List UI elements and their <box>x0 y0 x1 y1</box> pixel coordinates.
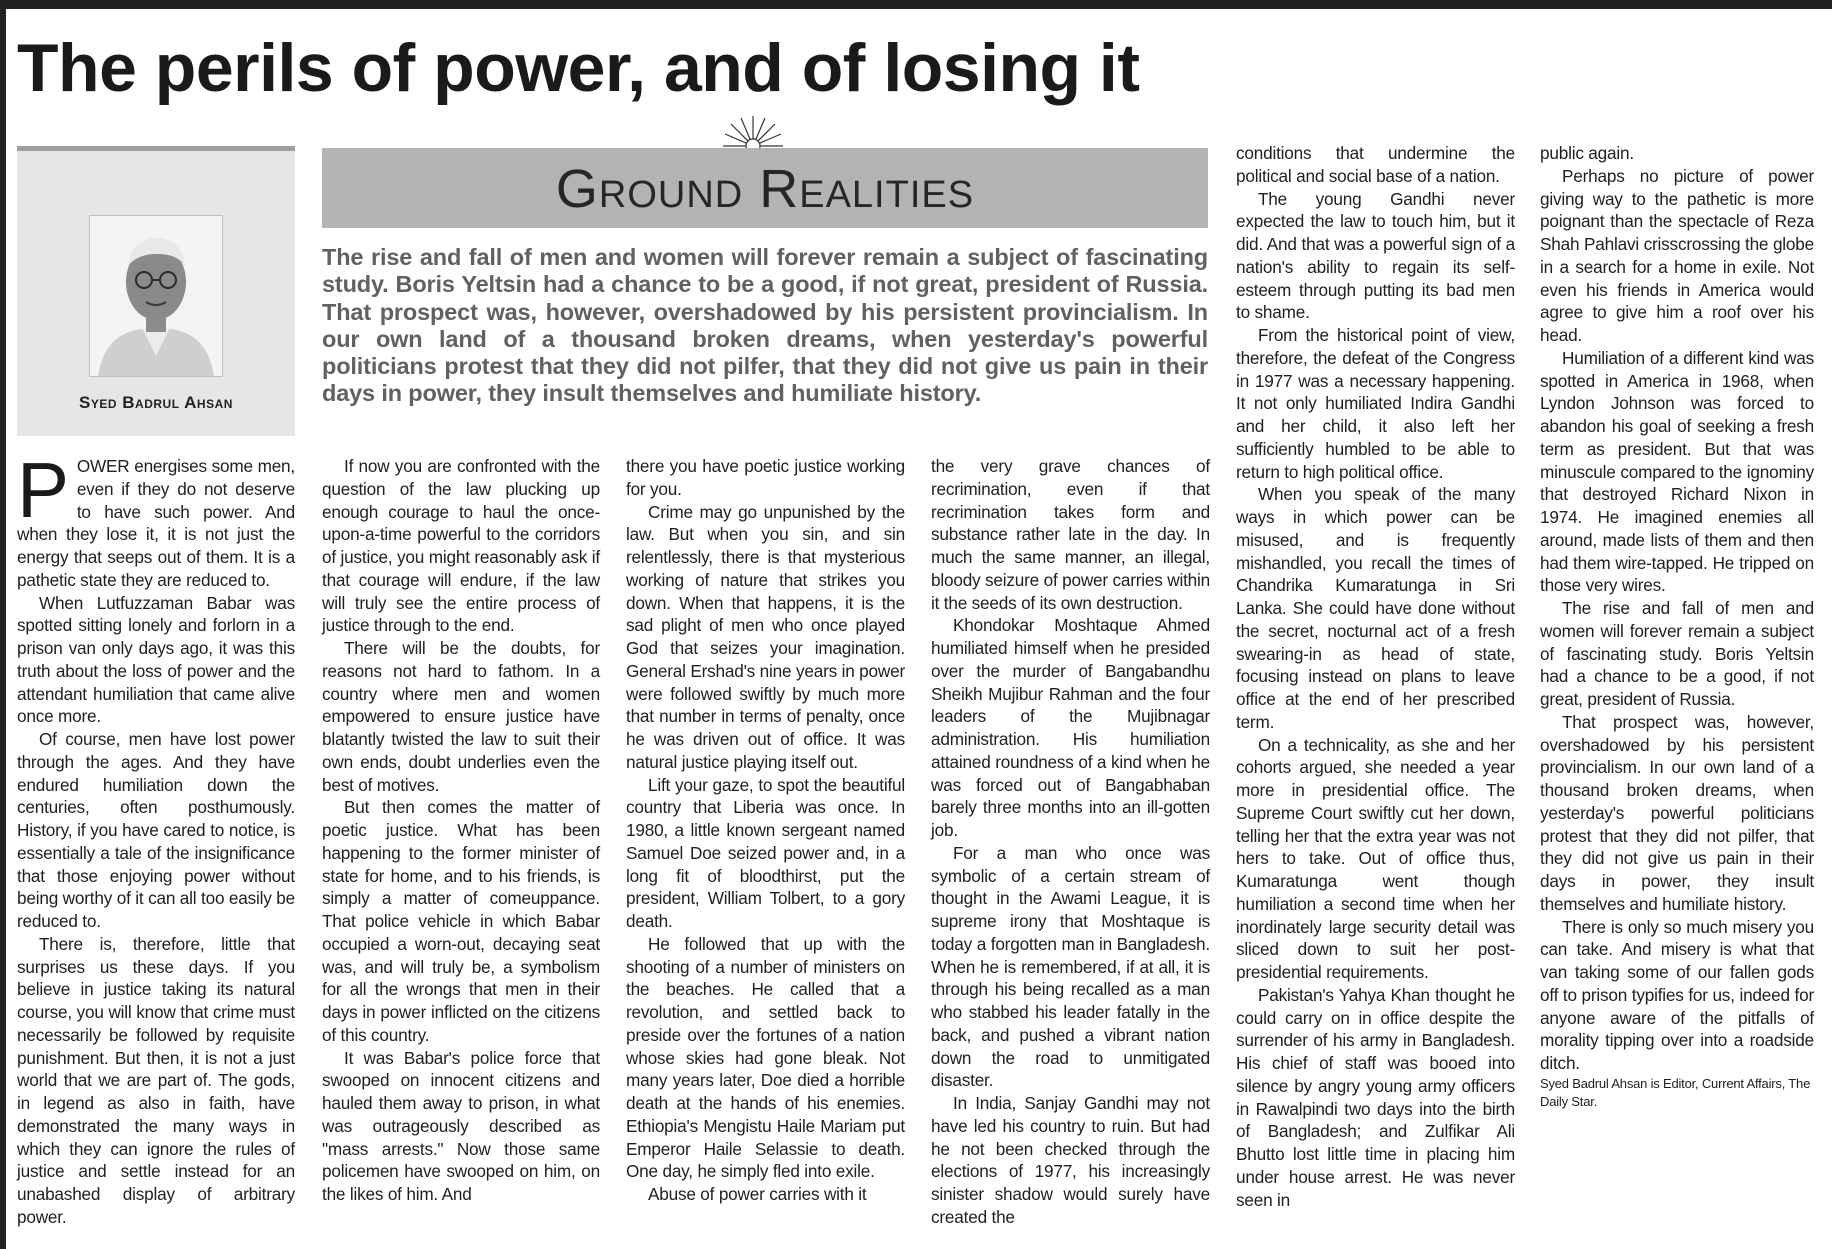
paragraph: In India, Sanjay Gandhi may not have led his country to ruin. But had he not been checked through the elections of 1977, his increasingly sinister shadow would surely have created the <box>931 1093 1210 1227</box>
paragraph: From the historical point of view, therefore, the defeat of the Congress in 1977 was a necessary happening. It not only humiliated Indira Gandhi and her child, it also left her sufficiently humbled to be able to return to high political office. <box>1236 325 1515 482</box>
column-banner <box>322 148 1208 228</box>
author-portrait-icon <box>90 216 222 376</box>
paragraph: public again. <box>1540 143 1634 163</box>
paragraph: There will be the doubts, for reasons not hard to fathom. In a country where men and women empowered to ensure justice have blatantly twisted the law to suit their own ends, doubt underlies even the best of motives. <box>322 638 600 795</box>
author-byline: Syed Badrul Ahsan <box>79 393 233 412</box>
paragraph: There is, therefore, little that surprises us these days. If you believe in justice taking its natural course, you will know that crime must necessarily be followed by requisite punishment. But then, it is not a just world that we are part of. The gods, in legend as also in faith, have demonstrated the many ways in which they can ignore the rules of justice and settle instead for an unabashed display of arbitrary power. <box>17 933 295 1227</box>
headline: The perils of power, and of losing it <box>17 30 1140 106</box>
paragraph: the very grave chances of recrimination, even if that recrimination takes form and substance rather late in the day. In much the same manner, an illegal, bloody seizure of power carries within it the seeds of its own destruction. <box>931 456 1210 613</box>
column-title: Ground Realities <box>555 159 975 219</box>
drop-cap: P <box>17 446 69 534</box>
column-5 <box>1236 142 1515 1211</box>
paragraph: That prospect was, however, overshadowed by his persistent provincialism. In our own land of a thousand broken dreams, when yesterday's powerful politicians protest that they did not pilfer, that they did not give us pain in their days in power, they insult themselves and humiliate history. <box>1540 711 1814 914</box>
paragraph: When Lutfuzzaman Babar was spotted sitting lonely and forlorn in a prison van only days ago, it was this truth about the loss of power and the attendant humiliation that came alive once more. <box>17 592 295 727</box>
author-photo <box>89 215 223 377</box>
top-rule <box>0 0 1832 9</box>
paragraph: Crime may go unpunished by the law. But when you sin, and sin relentlessly, there is that mysterious working of nature that strikes you down. When that happens, it is the sad plight of men who once played God that seizes your imagination. General Ershad's nine years in power were followed swiftly by much more that number in terms of penalty, once he was driven out of office. It was natural justice playing itself out. <box>626 501 905 772</box>
paragraph: The rise and fall of men and women will forever remain a subject of fascinating study. Boris Yeltsin had a chance to be a good, if not great, president of Russia. <box>1540 598 1814 709</box>
paragraph: Pakistan's Yahya Khan thought he could carry on in office despite the surrender of his army in Bangladesh. His chief of staff was booed into silence by angry young army officers in Rawalpindi two days into the birth of Bangladesh; and Zulfikar Ali Bhutto lost little time in placing him under house arrest. He was never seen in <box>1236 984 1515 1210</box>
paragraph: There is only so much misery you can take. And misery is what that van taking some of our fallen gods off to prison typifies for us, indeed for anyone aware of the pitfalls of morality tipping over into a roadside ditch. <box>1540 916 1814 1073</box>
paragraph: For a man who once was symbolic of a certain stream of thought in the Awami League, it is supreme irony that Moshtaque is today a forgotten man in Bangladesh. When he is remembered, if at all, it is through his being recalled as a man who stabbed his leader fatally in the back, and pushed a vibrant nation down the road to unmitigated disaster. <box>931 842 1210 1091</box>
paragraph: But then comes the matter of poetic justice. What has been happening to the former minister of state for home, and to his friends, is simply a matter of comeuppance. That police vehicle in which Babar occupied a worn-out, decaying seat was, and will truly be, a symbolism for all the wrongs that men in their days in power inflicted on the citizens of this country. <box>322 797 600 1045</box>
paragraph: Perhaps no picture of power giving way to the pathetic is more poignant than the spectacle of Reza Shah Pahlavi crisscrossing the globe in a search for a home in exile. Not even his friends in America would agree to give him a roof over his head. <box>1540 165 1814 345</box>
paragraph: It was Babar's police force that swooped on innocent citizens and hauled them away to prison, in what was outrageously described as "mass arrests." Now those same policemen have swooped on him, on the likes of him. And <box>322 1047 600 1204</box>
paragraph: conditions that undermine the political and social base of a nation. <box>1236 143 1515 186</box>
standfirst: The rise and fall of men and women will forever remain a subject of fascinating study. Boris Yeltsin had a chance to be a good, if not great, president of Russia. That prospect was, however, overshadowed by his persistent provincialism. In our own land of a thousand broken dreams, when yesterday's powerful politicians protest that they did not pilfer, that they did not give us pain in their days in power, they insult themselves and humiliate history. <box>322 244 1208 407</box>
column-2 <box>322 455 600 1206</box>
paragraph: Lift your gaze, to spot the beautiful country that Liberia was once. In 1980, a little known sergeant named Samuel Doe seized power and, in a long fit of bloodthirst, put the president, William Tolbert, to a gory death. <box>626 774 905 931</box>
column-4 <box>931 455 1210 1229</box>
paragraph: Of course, men have lost power through the ages. And they have endured humiliation down the centuries, often posthumously. History, if you have cared to notice, is essentially a tale of the insignificance that those enjoying power without being worthy of it can all too easily be reduced to. <box>17 729 295 931</box>
author-note: Syed Badrul Ahsan is Editor, Current Affairs, The Daily Star. <box>1540 1075 1811 1109</box>
left-rule <box>0 0 6 1249</box>
column-3 <box>626 455 905 1206</box>
byline-box <box>17 146 295 436</box>
paragraph: When you speak of the many ways in which power can be misused, and is frequently mishandled, you recall the times of Chandrika Kumaratunga in Sri Lanka. She could have done without the secret, nocturnal act of a fresh swearing-in as head of state, focusing instead on plans to leave office at the end of her prescribed term. <box>1236 484 1515 732</box>
paragraph: there you have poetic justice working for you. <box>626 456 905 499</box>
paragraph: POWER energises some men, even if they do not deserve to have such power. And when they lose it, it is not just the energy that seeps out of them. It is a pathetic state they are reduced to. <box>17 446 295 590</box>
paragraph: On a technicality, as she and her cohorts argued, she needed a year more in presidential office. The Supreme Court swiftly cut her down, telling her that the extra year was not hers to take. Out of office thus, Kumaratunga went though humiliation a second time when her inordinately large security detail was sliced down to suit her post-presidential requirements. <box>1236 734 1515 982</box>
paragraph: If now you are confronted with the question of the law plucking up enough courage to haul the once-upon-a-time powerful to the corridors of justice, you might reasonably ask if that courage will endure, if the law will truly see the entire process of justice through to the end. <box>322 456 600 636</box>
paragraph: The young Gandhi never expected the law to touch him, but it did. And that was a powerful sign of a nation's ability to regain its self-esteem through putting its bad men to shame. <box>1236 188 1515 323</box>
paragraph: Humiliation of a different kind was spotted in America in 1968, when Lyndon Johnson was forced to abandon his goal of seeking a fresh term as president. But that was minuscule compared to the ignominy that destroyed Richard Nixon in 1974. He imagined enemies all around, made lists of them and then had them wire-tapped. He tripped on those very wires. <box>1540 347 1814 596</box>
column-1 <box>17 446 295 1229</box>
column-6 <box>1540 142 1814 1111</box>
paragraph: Khondokar Moshtaque Ahmed humiliated himself when he presided over the murder of Bangabandhu Sheikh Mujibur Rahman and the four leaders of the Mujibnagar administration. His humiliation attained roundness of a kind when he was forced out of Bangabhaban barely three months into an ill-gotten job. <box>931 615 1210 840</box>
paragraph: He followed that up with the shooting of a number of ministers on the beaches. He called that a revolution, and settled back to preside over the fortunes of a nation whose skies had gone bleak. Not many years later, Doe died a horrible death at the hands of his enemies. Ethiopia's Mengistu Haile Mariam put Emperor Haile Selassie to death. One day, he simply fled into exile. <box>626 933 905 1182</box>
paragraph: Abuse of power carries with it <box>648 1184 867 1204</box>
